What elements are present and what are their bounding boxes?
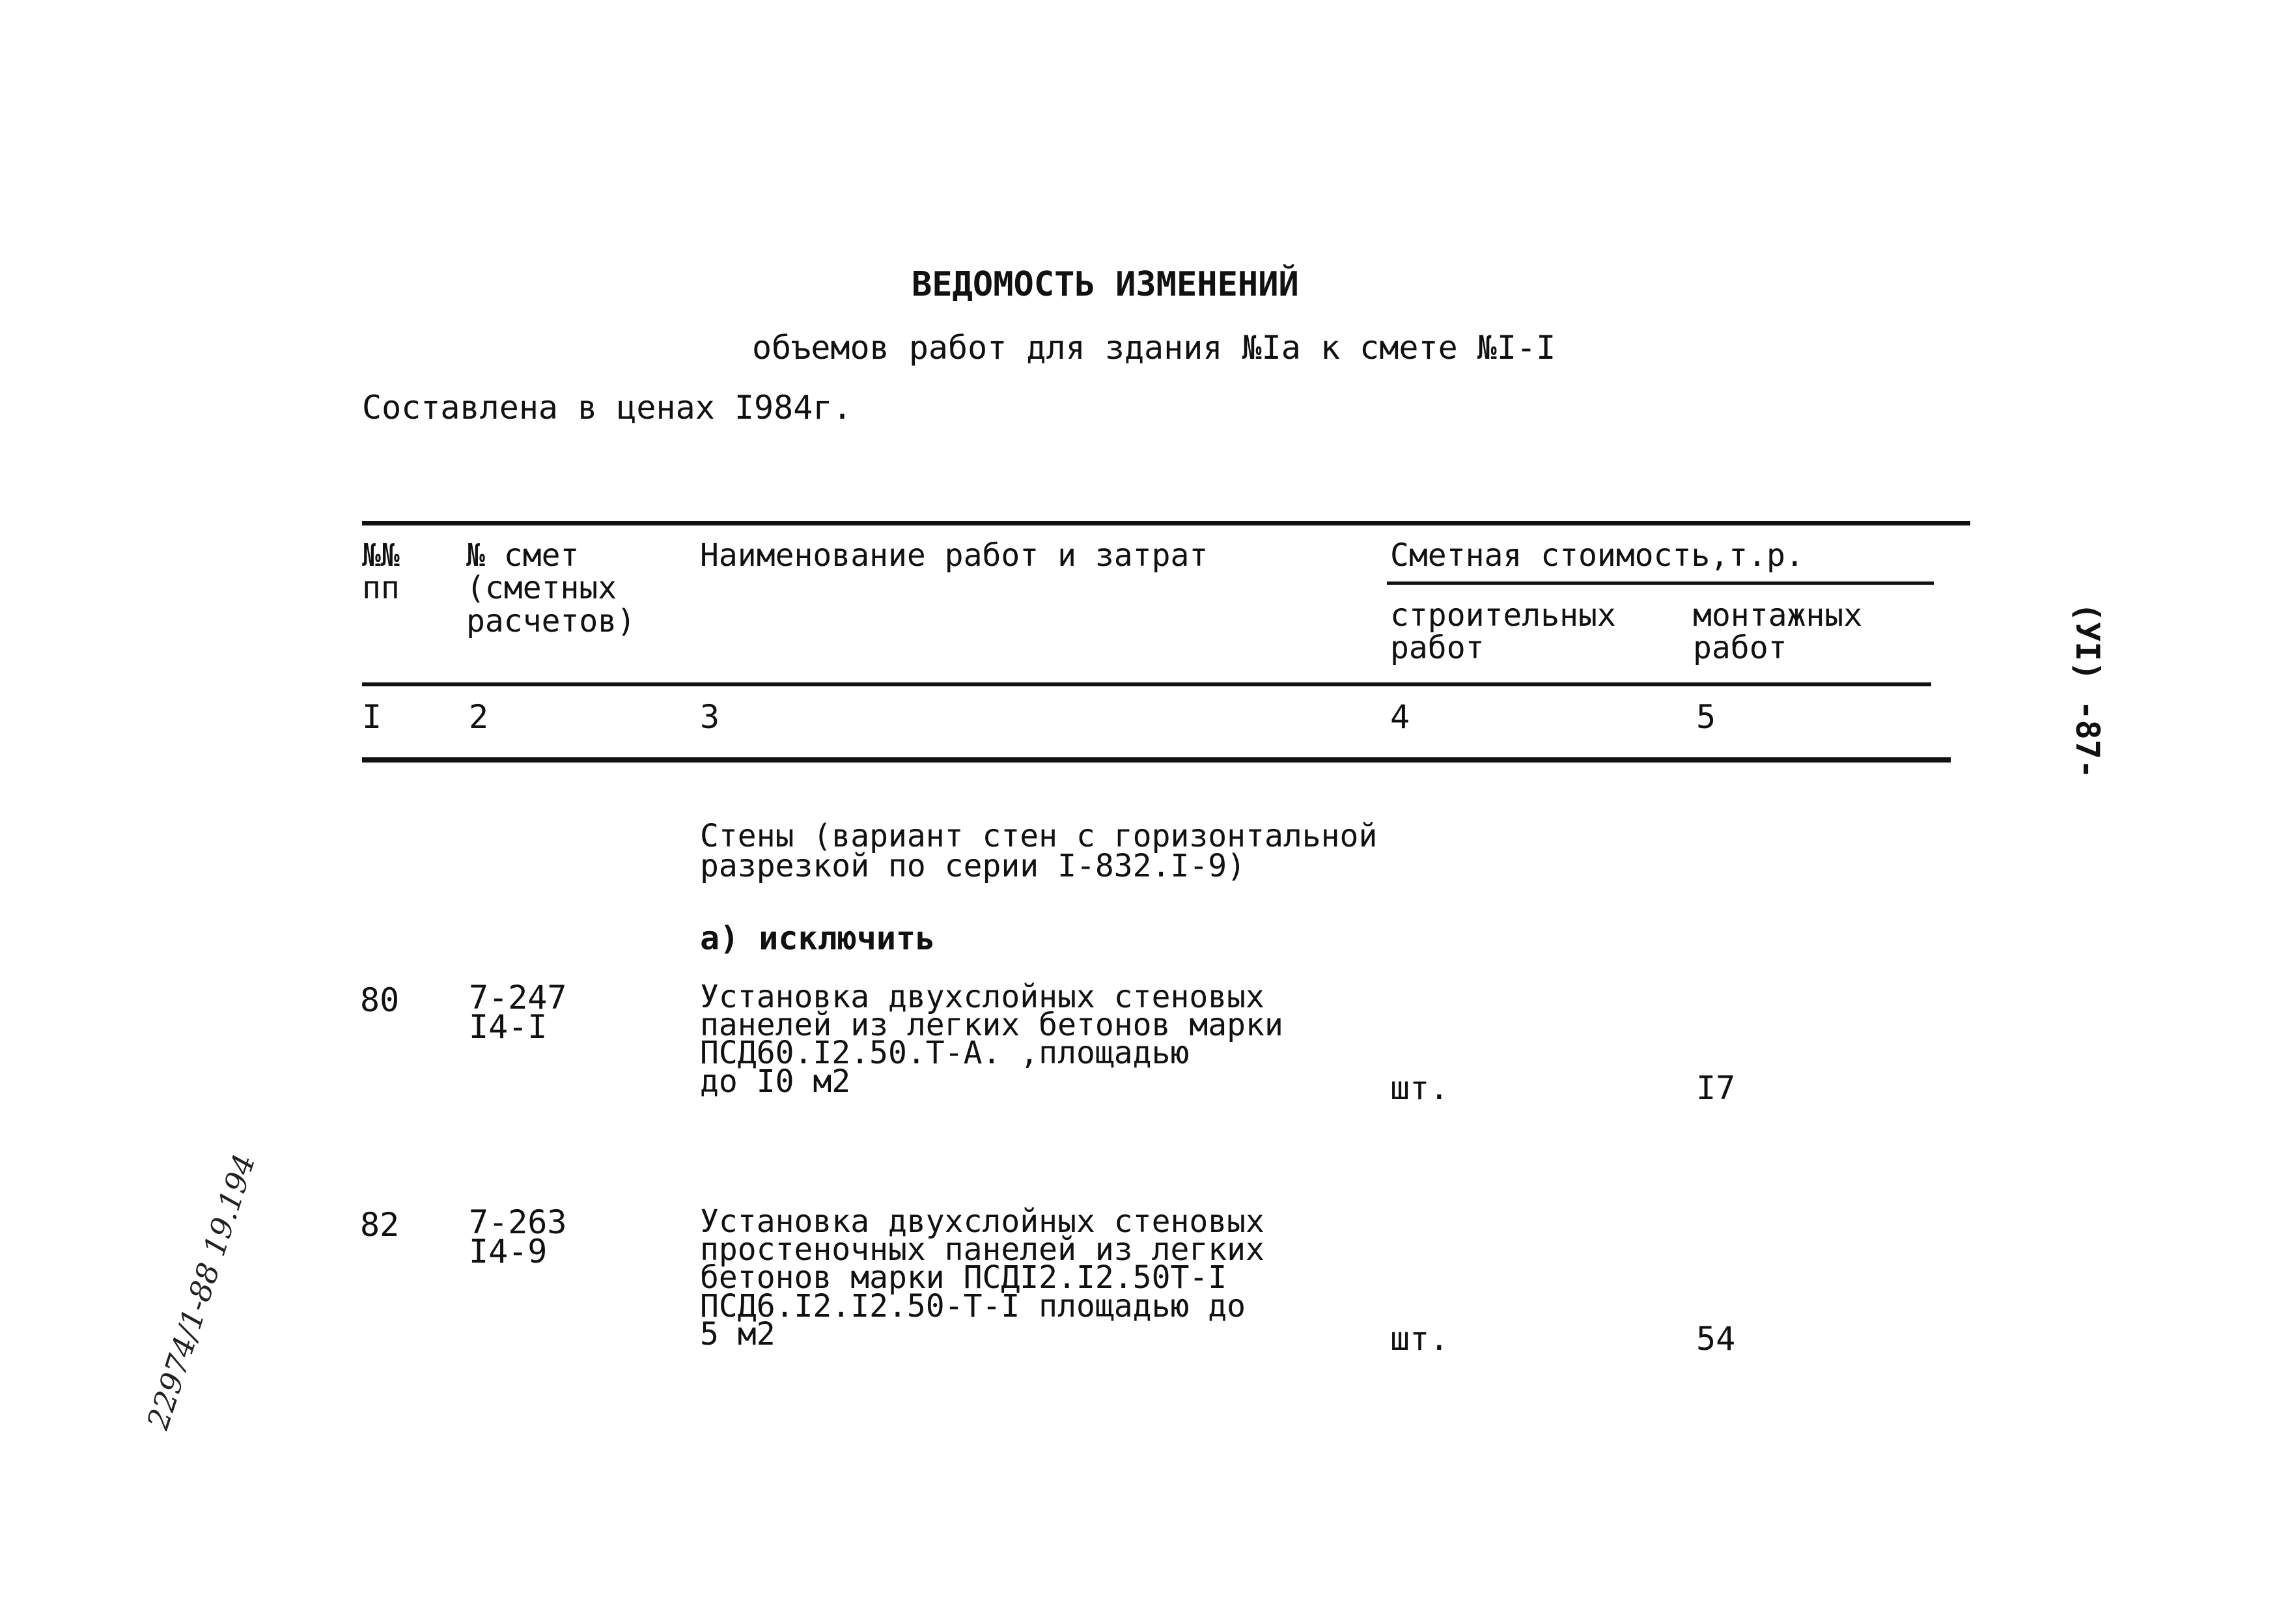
row-value: I7 xyxy=(1696,1069,1736,1107)
page-number: (УI) -87- xyxy=(2069,602,2106,779)
row-unit: шт. xyxy=(1390,1320,1449,1358)
row-estimate: 7-247 I4-I xyxy=(469,979,567,1046)
column-number-3: 3 xyxy=(700,698,720,736)
column-header-construction: строительных работ xyxy=(1390,597,1616,667)
handwritten-mark: 22974/1-88 19.194 xyxy=(140,1149,262,1434)
column-number-4: 4 xyxy=(1390,698,1410,736)
table-top-rule xyxy=(362,521,1970,525)
document-title: ВЕДОМОСТЬ ИЗМЕНЕНИЙ xyxy=(912,265,1299,304)
numbers-bottom-rule xyxy=(362,757,1951,763)
column-header-installation: монтажных работ xyxy=(1693,597,1863,667)
column-header-num: №№ пп xyxy=(362,537,400,607)
compiled-note: Составлена в ценах I984г. xyxy=(362,389,852,427)
cost-group-rule xyxy=(1387,581,1934,585)
document-subtitle: объемов работ для здания №Iа к смете №I-I xyxy=(752,329,1556,367)
column-number-2: 2 xyxy=(469,698,489,736)
row-unit: шт. xyxy=(1390,1069,1449,1107)
subsection-label: а) исключить xyxy=(700,919,936,957)
row-number: 82 xyxy=(360,1206,400,1244)
row-value: 54 xyxy=(1696,1320,1736,1358)
header-bottom-rule xyxy=(362,682,1931,686)
row-name: Установка двухслойных стеновых простеночных панелей из легких бетонов марки ПСДI2.I2.50Т-I ПСД6.I2.I2.50-Т-I площадью до 5 м2 xyxy=(700,1203,1264,1352)
row-number: 80 xyxy=(360,981,400,1019)
row-name: Установка двухслойных стеновых панелей из легких бетонов марки ПСД60.I2.50.Т-А. ,площадью до I0 м2 xyxy=(700,979,1283,1100)
column-number-1: I xyxy=(362,698,382,736)
column-header-estimate: № смет (сметных расчетов) xyxy=(466,537,636,639)
column-number-5: 5 xyxy=(1696,698,1716,736)
column-header-name: Наименование работ и затрат xyxy=(700,537,1208,574)
section-title: Стены (вариант стен с горизонтальной разрезкой по серии I-832.I-9) xyxy=(700,818,1378,884)
row-estimate: 7-263 I4-9 xyxy=(469,1203,567,1270)
column-header-cost-group: Сметная стоимость,т.р. xyxy=(1390,537,1804,574)
